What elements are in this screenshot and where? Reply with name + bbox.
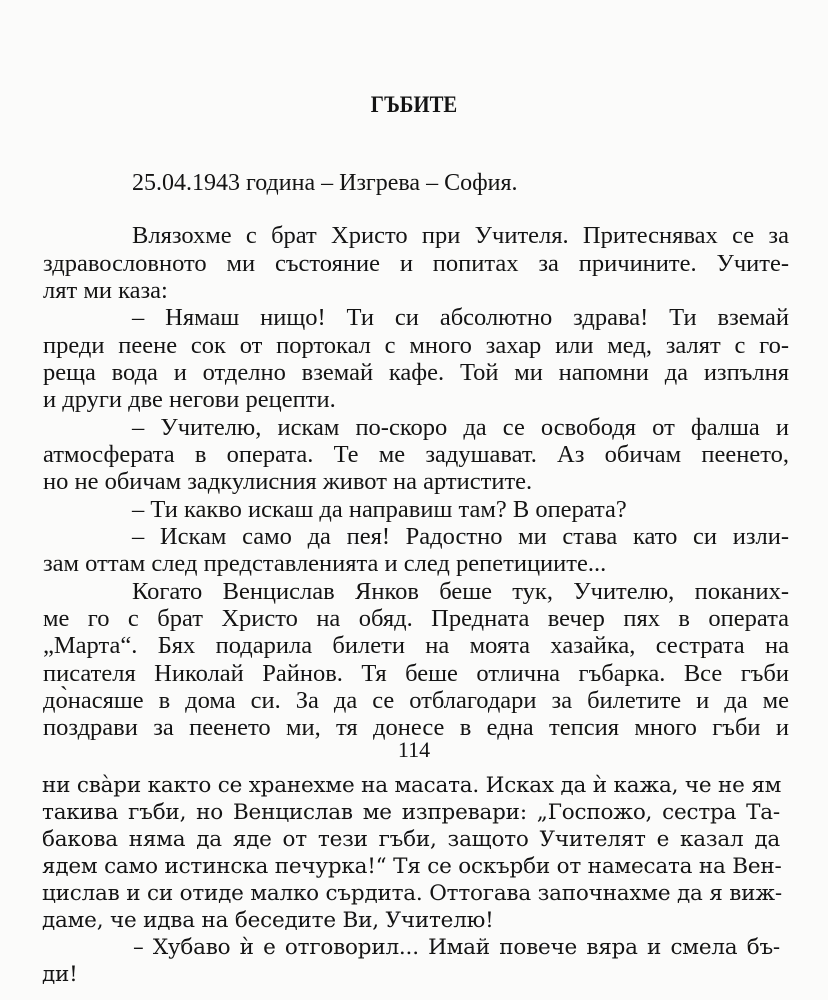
text-line: ни сва̀ри както се хранехме на масата. Исках да ѝ кажа, че не ям bbox=[42, 773, 782, 798]
page-number: 114 bbox=[397, 737, 431, 762]
text-line: здравословното ми състояние и попитах за причините. Учите- bbox=[43, 250, 789, 277]
text-line: и други две негови рецепти. bbox=[43, 386, 336, 413]
text-line: Влязохме с брат Христо при Учителя. Притеснявах се за bbox=[132, 222, 789, 249]
text-line: – Нямаш нищо! Ти си абсолютно здрава! Ти вземай bbox=[132, 304, 789, 331]
text-line: – Искам само да пея! Радостно ми става като си изли- bbox=[132, 523, 789, 550]
text-line: преди пеене сок от портокал с много захар или мед, залят с го- bbox=[43, 332, 789, 359]
text-line: – Хубаво ѝ е отговорил... Имай повече вяра и смела бъ- bbox=[133, 935, 780, 960]
text-line: зам оттам след представленията и след репетициите... bbox=[43, 550, 607, 577]
text-line: ме го с брат Христо на обяд. Предната вечер пях в операта bbox=[43, 605, 789, 632]
text-line: Когато Венцислав Янков беше тук, Учителю, поканих- bbox=[132, 578, 789, 605]
text-line: ди! bbox=[42, 962, 78, 987]
text-line: ядем само истинска печурка!“ Тя се оскърби от намесата на Вен- bbox=[42, 854, 782, 879]
text-line: – Ти какво искаш да направиш там? В операта? bbox=[132, 496, 627, 523]
text-line: реща вода и отделно вземай кафе. Той ми напомни да изпълня bbox=[43, 359, 789, 386]
text-line: атмосферата в операта. Те ме задушават. Аз обичам пеенето, bbox=[43, 441, 789, 468]
text-line: поздрави за пеенето ми, тя донесе в една тепсия много гъби и bbox=[43, 714, 789, 741]
text-line: – Учителю, искам по-скоро да се освободя от фалша и bbox=[132, 414, 789, 441]
text-line: до̀насяше в дома си. За да се отблагодари за билетите и да ме bbox=[43, 687, 789, 714]
text-line: цислав и си отиде малко сърдита. Оттогава започнахме да я виж- bbox=[42, 881, 782, 906]
text-line: бакова няма да яде от тези гъби, защото Учителят е казал да bbox=[42, 827, 780, 852]
text-line: даме, че идва на беседите Ви, Учителю! bbox=[42, 908, 494, 933]
dateline: 25.04.1943 година – Изгрева – София. bbox=[132, 170, 518, 196]
text-line: писателя Николай Райнов. Тя беше отлична гъбарка. Все гъби bbox=[43, 660, 789, 687]
text-line: но не обичам задкулисния живот на артистите. bbox=[43, 468, 533, 495]
chapter-title: ГЪБИТЕ bbox=[370, 92, 458, 117]
text-line: „Марта“. Бях подарила билети на моята хазайка, сестрата на bbox=[43, 632, 789, 659]
text-line: такива гъби, но Венцислав ме изпревари: „Госпожо, сестра Та- bbox=[42, 800, 780, 825]
text-line: лят ми каза: bbox=[43, 277, 168, 304]
